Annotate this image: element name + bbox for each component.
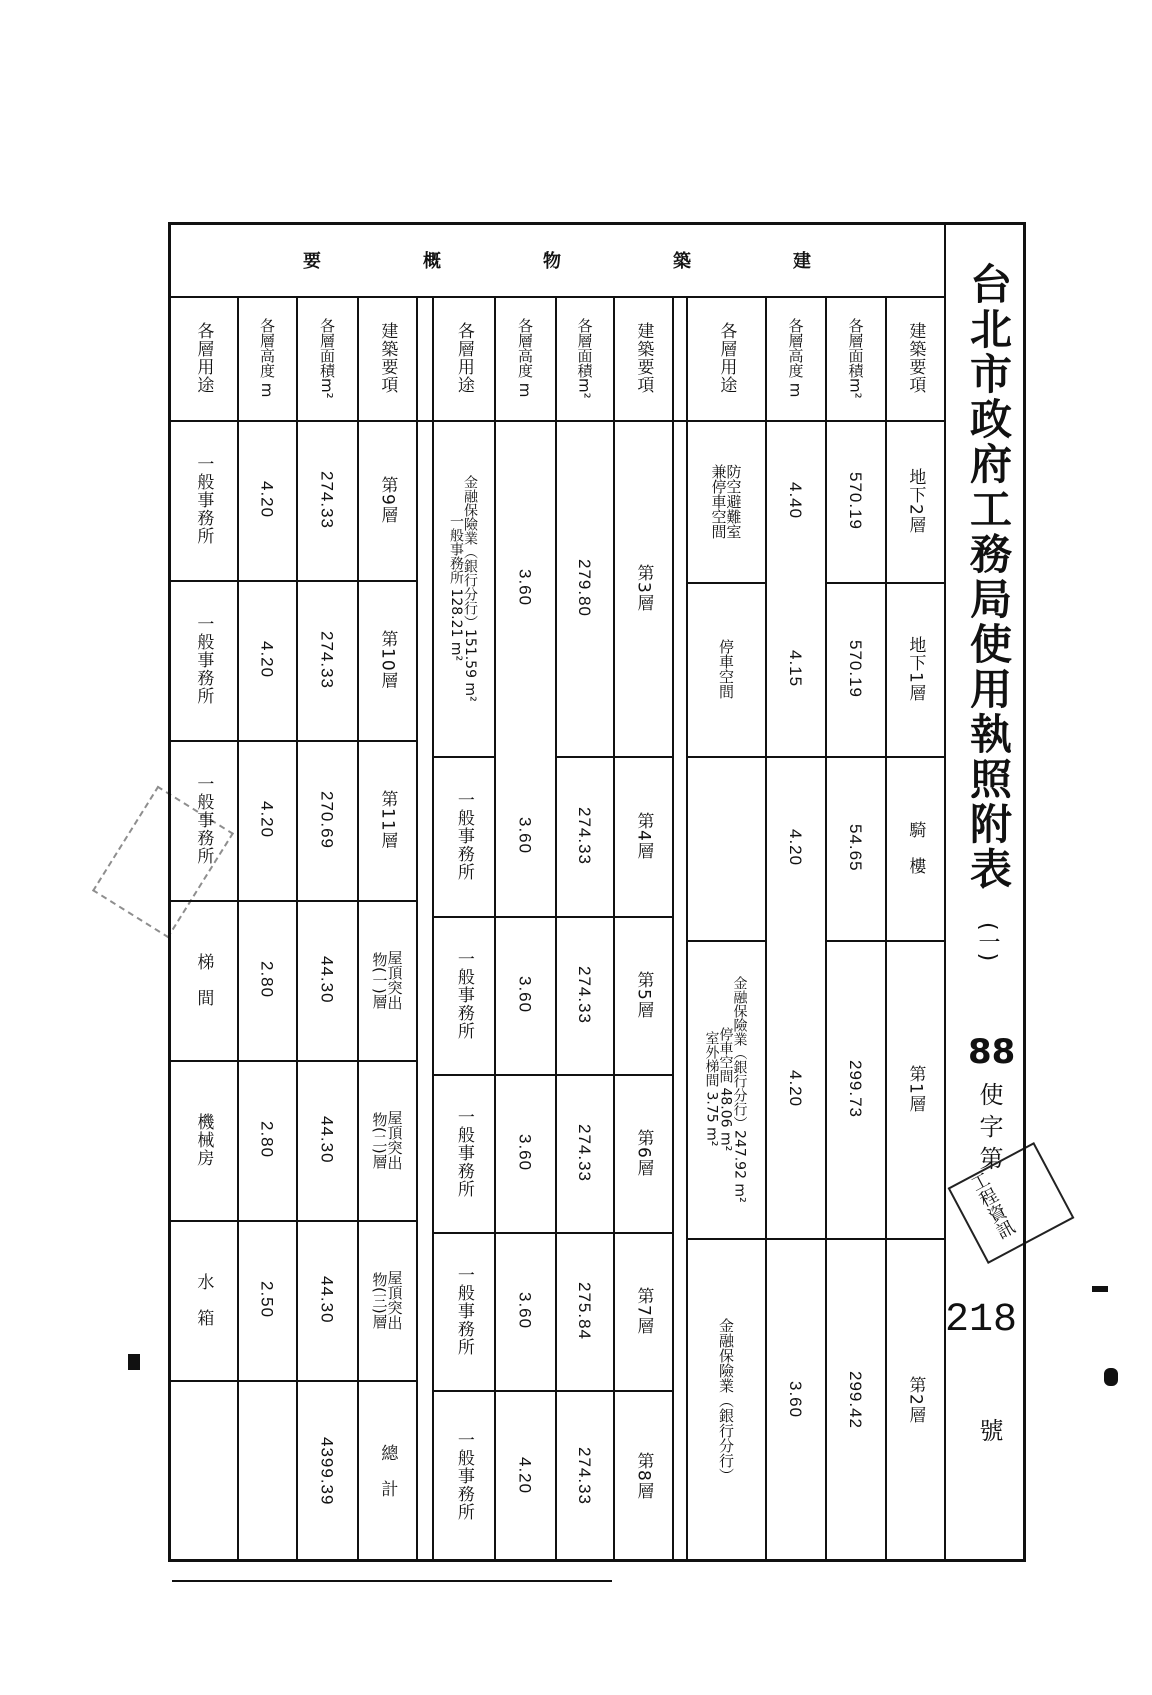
floor-cell: 第3層 bbox=[633, 564, 654, 612]
use-cell: 梯 間 bbox=[193, 953, 214, 1007]
area-cell: 54.65 bbox=[845, 824, 865, 872]
height-cell: 4.20 bbox=[785, 1070, 805, 1108]
scan-mark bbox=[128, 1354, 140, 1370]
floor-cell: 屋頂突出 物(二)層 bbox=[370, 1110, 404, 1170]
area-cell: 274.33 bbox=[317, 471, 337, 529]
floor-cell: 第2層 bbox=[905, 1376, 926, 1424]
height-cell: 4.40 bbox=[785, 482, 805, 520]
row-header-height: 各層高度 m bbox=[786, 318, 805, 398]
document-title: 台北市政府工務局使用執照附表 bbox=[964, 262, 1013, 892]
area-cell: 274.33 bbox=[574, 807, 594, 865]
table-rule bbox=[672, 296, 674, 1562]
height-cell: 3.60 bbox=[785, 1381, 805, 1419]
row-header-area: 各層面積m² bbox=[846, 317, 865, 399]
use-cell: 金融保險業（銀行分行） bbox=[717, 1317, 735, 1483]
use-cell: 一般事務所 bbox=[193, 455, 214, 545]
scan-mark bbox=[1104, 1368, 1118, 1386]
area-cell: 274.33 bbox=[574, 966, 594, 1024]
height-cell: 4.20 bbox=[515, 1457, 535, 1495]
row-header-use: 各層用途 bbox=[716, 322, 737, 394]
row-header-area: 各層面積m² bbox=[318, 317, 336, 399]
area-cell: 274.33 bbox=[574, 1124, 594, 1182]
floor-cell: 第1層 bbox=[905, 1065, 926, 1113]
use-cell: 一般事務所 bbox=[453, 791, 474, 881]
row-header-area: 各層面積m² bbox=[575, 317, 594, 399]
floor-cell: 第7層 bbox=[633, 1287, 654, 1335]
height-cell: 3.60 bbox=[515, 569, 535, 607]
permit-number: 218 bbox=[945, 1298, 1018, 1343]
height-cell: 3.60 bbox=[515, 817, 535, 855]
height-cell: 4.20 bbox=[785, 829, 805, 867]
stamp-text: 工程資訊 bbox=[965, 1169, 1018, 1243]
row-header-use: 各層用途 bbox=[193, 322, 214, 394]
area-cell: 275.84 bbox=[574, 1282, 594, 1340]
row-header-item: 建築要項 bbox=[377, 322, 398, 394]
area-cell: 4399.39 bbox=[317, 1436, 337, 1506]
height-cell: 4.20 bbox=[257, 481, 277, 519]
floor-cell: 總 計 bbox=[377, 1444, 398, 1498]
use-cell: 一般事務所 bbox=[453, 950, 474, 1040]
use-cell: 停車空間 bbox=[717, 639, 735, 699]
area-cell: 44.30 bbox=[317, 1116, 337, 1164]
floor-cell: 第5層 bbox=[633, 971, 654, 1019]
section-label: 物 bbox=[540, 251, 561, 269]
area-cell: 570.19 bbox=[845, 472, 865, 530]
permit-year: 88 bbox=[968, 1032, 1016, 1072]
row-header-height: 各層高度 m bbox=[258, 318, 276, 398]
height-cell: 3.60 bbox=[515, 1134, 535, 1172]
row-header-item: 建築要項 bbox=[633, 322, 654, 394]
height-cell: 2.80 bbox=[257, 961, 277, 999]
permit-suffix: 號 bbox=[975, 1418, 1003, 1442]
area-cell: 274.33 bbox=[574, 1447, 594, 1505]
floor-cell: 第10層 bbox=[377, 630, 398, 690]
height-cell: 2.80 bbox=[257, 1121, 277, 1159]
use-cell: 一般事務所 bbox=[453, 1266, 474, 1356]
floor-cell: 屋頂突出 物(一)層 bbox=[370, 950, 404, 1010]
use-cell: 防空避難室 兼停車空間 bbox=[709, 463, 743, 539]
floor-cell: 地下2層 bbox=[905, 468, 926, 534]
use-cell: 機械房 bbox=[193, 1113, 214, 1167]
table-rule bbox=[944, 222, 946, 1562]
floor-cell: 第11層 bbox=[377, 790, 398, 850]
height-cell: 4.20 bbox=[257, 641, 277, 679]
height-cell: 2.50 bbox=[257, 1281, 277, 1319]
row-header-height: 各層高度 m bbox=[516, 318, 534, 398]
section-label: 建 bbox=[790, 251, 811, 269]
floor-cell: 第9層 bbox=[377, 476, 398, 524]
section-label: 築 bbox=[670, 251, 691, 269]
use-cell: 水 箱 bbox=[193, 1273, 214, 1327]
area-cell: 279.80 bbox=[574, 559, 594, 617]
use-cell: 一般事務所 bbox=[453, 1108, 474, 1198]
floor-cell: 屋頂突出 物(三)層 bbox=[370, 1270, 404, 1330]
table-rule bbox=[416, 296, 418, 1562]
use-cell: 一般事務所 bbox=[453, 1431, 474, 1521]
floor-cell: 騎 樓 bbox=[905, 821, 926, 875]
floor-cell: 地下1層 bbox=[905, 636, 926, 702]
height-cell: 3.60 bbox=[515, 976, 535, 1014]
permit-prefix: 使字第 bbox=[975, 1082, 1003, 1178]
section-label: 要 bbox=[300, 251, 321, 269]
area-cell: 274.33 bbox=[317, 631, 337, 689]
area-cell: 270.69 bbox=[317, 791, 337, 849]
row-header-use: 各層用途 bbox=[453, 322, 474, 394]
height-cell: 4.20 bbox=[257, 801, 277, 839]
bottom-rule bbox=[172, 1580, 612, 1582]
area-cell: 570.19 bbox=[845, 640, 865, 698]
use-cell: 一般事務所 bbox=[193, 775, 214, 865]
floor-cell: 第6層 bbox=[633, 1129, 654, 1177]
use-cell: 金融保險業（銀行分行）247.92 m² 停車空間 48.06 m² 室外梯間 3.75 m² bbox=[703, 975, 748, 1203]
floor-cell: 第4層 bbox=[633, 812, 654, 860]
area-cell: 44.30 bbox=[317, 956, 337, 1004]
document-title-suffix: (一) bbox=[975, 922, 1000, 962]
scan-mark bbox=[1092, 1286, 1108, 1292]
section-label: 概 bbox=[420, 251, 441, 269]
floor-cell: 第8層 bbox=[633, 1452, 654, 1500]
use-cell: 一般事務所 bbox=[193, 615, 214, 705]
use-cell: 金融保險業（銀行分行）151.59 m² 一般事務所 128.21 m² bbox=[448, 474, 478, 702]
height-cell: 3.60 bbox=[515, 1292, 535, 1330]
row-header-item: 建築要項 bbox=[905, 322, 926, 394]
area-cell: 299.42 bbox=[845, 1371, 865, 1429]
height-cell: 4.15 bbox=[785, 650, 805, 688]
area-cell: 299.73 bbox=[845, 1060, 865, 1118]
area-cell: 44.30 bbox=[317, 1276, 337, 1324]
